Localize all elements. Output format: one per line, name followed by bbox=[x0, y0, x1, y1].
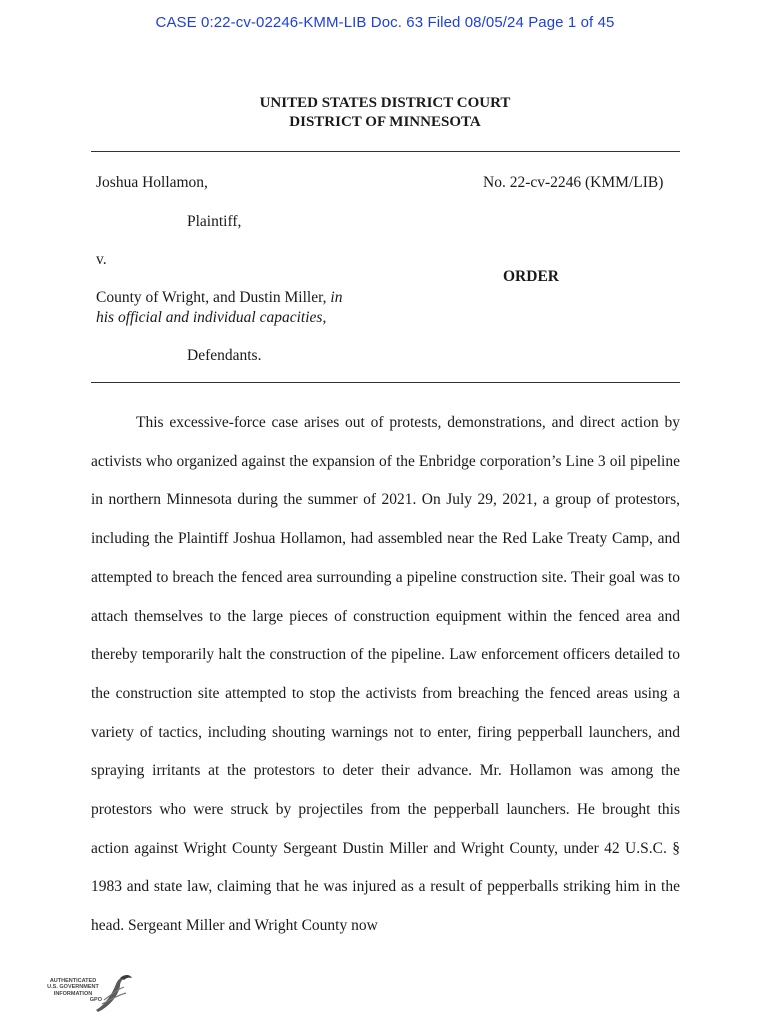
defendants-capacity: his official and individual capacities bbox=[96, 309, 323, 326]
plaintiff-name: Joshua Hollamon, bbox=[96, 174, 208, 191]
defendants-role: Defendants. bbox=[187, 347, 262, 364]
gpo-seal-line3: INFORMATION bbox=[53, 990, 93, 997]
defendants-line1: County of Wright, and Dustin Miller, bbox=[96, 289, 331, 306]
defendants-capacity-start: in bbox=[330, 289, 343, 306]
court-heading bbox=[0, 94, 770, 132]
caption-bottom-rule bbox=[91, 382, 680, 383]
gpo-authentication-seal bbox=[40, 970, 136, 1016]
eagle-icon bbox=[40, 970, 136, 1016]
versus: v. bbox=[96, 251, 107, 268]
order-title: ORDER bbox=[503, 268, 559, 285]
caption-top-rule bbox=[91, 151, 680, 152]
defendants-names bbox=[96, 288, 386, 328]
opening-paragraph: This excessive-force case arises out of protests, demonstrations, and direct action by activists who organized against the expansion of the Enbridge corporation’s Line 3 oil pipeline in northern Minnesota during the summer of 2021. On July 29, 2021, a group of protestors, including the Plaintiff Joshua Hollamon, had assembled near the Red Lake Treaty Camp, and attempted to breach the fenced area surrounding a pipeline construction site. Their goal was to attach themselves to the large pieces of construction equipment within the fenced area and thereby temporarily halt the construction of the pipeline. Law enforcement officers detailed to the construction site attempted to stop the activists from breaching the fenced areas using a variety of tactics, including shouting warnings not to enter, firing pepperball launchers, and spraying irritants at the protestors to deter their advance. Mr. Hollamon was among the protestors who were struck by projectiles from the pepperball launchers. He brought this action against Wright County Sergeant Dustin Miller and Wright County, under 42 U.S.C. § 1983 and state law, claiming that he was injured as a result of pepperballs striking him in the head. Sergeant Miller and Wright County now bbox=[91, 414, 680, 935]
order-body bbox=[91, 404, 680, 946]
gpo-seal-line2: U.S. GOVERNMENT bbox=[47, 984, 99, 991]
gpo-seal-line4: GPO bbox=[89, 997, 102, 1004]
plaintiff-role: Plaintiff, bbox=[187, 213, 242, 230]
court-name: UNITED STATES DISTRICT COURT bbox=[259, 95, 511, 111]
case-header-stamp: CASE 0:22-cv-02246-KMM-LIB Doc. 63 Filed 08/05/24 Page 1 of 45 bbox=[155, 14, 615, 31]
case-number: No. 22-cv-2246 (KMM/LIB) bbox=[483, 174, 664, 191]
gpo-seal-line1: AUTHENTICATED bbox=[49, 978, 97, 984]
defendants-line2-tail: , bbox=[322, 309, 327, 326]
court-district: DISTRICT OF MINNESOTA bbox=[289, 114, 481, 130]
